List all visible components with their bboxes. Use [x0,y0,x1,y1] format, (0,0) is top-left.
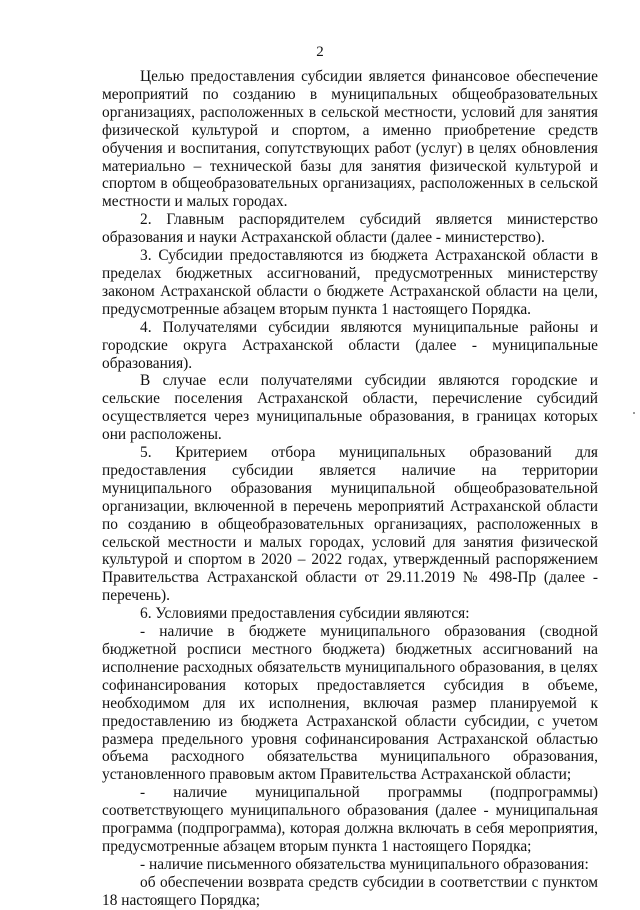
document-body [102,68,598,910]
paragraph-6-condition-budget: - наличие в бюджете муниципального образования (сводной бюджетной росписи местного бюджета) бюджетных ассигнований на исполнение расходных обязательств муниципального образования, в целях софинансирования которых предоставляется субсидия в объеме, необходимом для их исполнения, включая размер планируемой к предоставлению из бюджета Астраханской области субсидии, с учетом размера предельного уровня софинансирования Астраханской областью объема расходного обязательства муниципального образования, установленного правовым актом Правительства Астраханской области; [102,623,598,784]
paragraph-2: 2. Главным распорядителем субсидий является министерство образования и науки Астраханской области (далее - министерство). [102,211,598,247]
paragraph-4-settlements: В случае если получателями субсидии являются городские и сельские поселения Астраханской области, перечисление субсидий осуществляется через муниципальные образования, в границах которых они расположены. [102,372,598,444]
paragraph-4: 4. Получателями субсидии являются муниципальные районы и городские округа Астраханской области (далее - муниципальные образования). [102,318,598,372]
paragraph-5: 5. Критерием отбора муниципальных образований для предоставления субсидии является наличие на территории муниципального образования муниципальной общеобразовательной организации, включенной в перечень мероприятий Астраханской области по созданию в общеобразовательных организациях, расположенных в сельской местности и малых городах, условий для занятия физической культурой и спортом в 2020 – 2022 годах, утвержденный распоряжением Правительства Астраханской области от 29.11.2019 № 498-Пр (далее - перечень). [102,444,598,605]
paragraph-6: 6. Условиями предоставления субсидии являются: [140,605,470,623]
margin-mark [633,412,635,414]
paragraph-3: 3. Субсидии предоставляются из бюджета Астраханской области в пределах бюджетных ассигнований, предусмотренных министерству законом Астраханской области о бюджете Астраханской области на цели, предусмотренные абзацем вторым пункта 1 настоящего Порядка. [102,247,598,318]
paragraph-6-obligation-return: об обеспечении возврата средств субсидии в соответствии с пунктом 18 настоящего Порядка; [102,873,598,909]
paragraph-6-condition-obligation: - наличие письменного обязательства муниципального образования: [140,855,589,873]
paragraph-purpose: Целью предоставления субсидии является финансовое обеспечение мероприятий по созданию в муниципальных общеобразовательных организациях, расположенных в сельской местности, условий для занятия физической культурой и спортом, а именно приобретение средств обучения и воспитания, сопутствующих работ (услуг) в целях обновления материально – технической базы для занятия физической культурой и спортом в общеобразовательных организациях, расположенных в сельской местности и малых городах. [102,68,598,211]
page-number: 2 [316,44,324,60]
paragraph-6-condition-program: - наличие муниципальной программы (подпрограммы) соответствующего муниципального образования (далее - муниципальная программа (подпрограмма), которая должна включать в себя мероприятия, предусмотренные абзацем вторым пункта 1 настоящего Порядка; [102,784,598,855]
